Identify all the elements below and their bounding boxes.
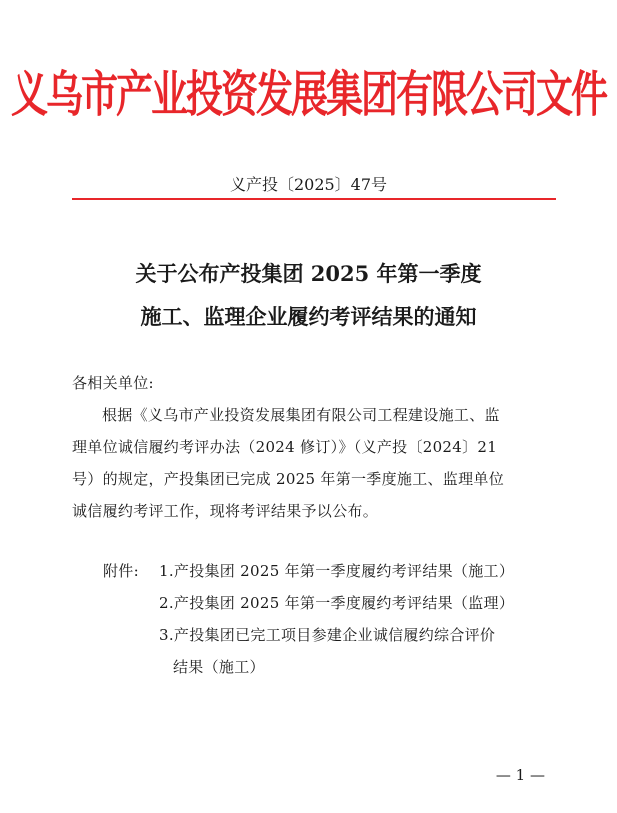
document-number: 义产投〔2025〕47号 bbox=[229, 175, 388, 194]
red-divider bbox=[72, 198, 556, 200]
attachment-item: 2.产投集团 2025 年第一季度履约考评结果（监理） bbox=[159, 594, 515, 612]
attachment-item: 1.产投集团 2025 年第一季度履约考评结果（施工） bbox=[159, 562, 515, 580]
attachments-label: 附件: bbox=[103, 562, 139, 580]
issuer-masthead: 义乌市产业投资发展集团有限公司文件 bbox=[11, 65, 606, 123]
body-line: 号）的规定，产投集团已完成 2025 年第一季度施工、监理单位 bbox=[72, 470, 505, 488]
body-line: 理单位诚信履约考评办法（2024 修订）》（义产投〔2024〕21 bbox=[72, 438, 498, 456]
notice-title-line-1: 关于公布产投集团 2025 年第一季度 bbox=[135, 261, 482, 286]
body-line: 诚信履约考评工作，现将考评结果予以公布。 bbox=[72, 502, 379, 520]
page-number: — 1 — bbox=[495, 766, 545, 784]
salutation: 各相关单位: bbox=[72, 374, 154, 392]
attachment-item-continuation: 结果（施工） bbox=[173, 658, 265, 676]
notice-title-line-2: 施工、监理企业履约考评结果的通知 bbox=[140, 304, 477, 329]
body-line: 根据《义乌市产业投资发展集团有限公司工程建设施工、监 bbox=[102, 406, 500, 424]
attachment-item: 3.产投集团已完工项目参建企业诚信履约综合评价 bbox=[159, 626, 496, 644]
